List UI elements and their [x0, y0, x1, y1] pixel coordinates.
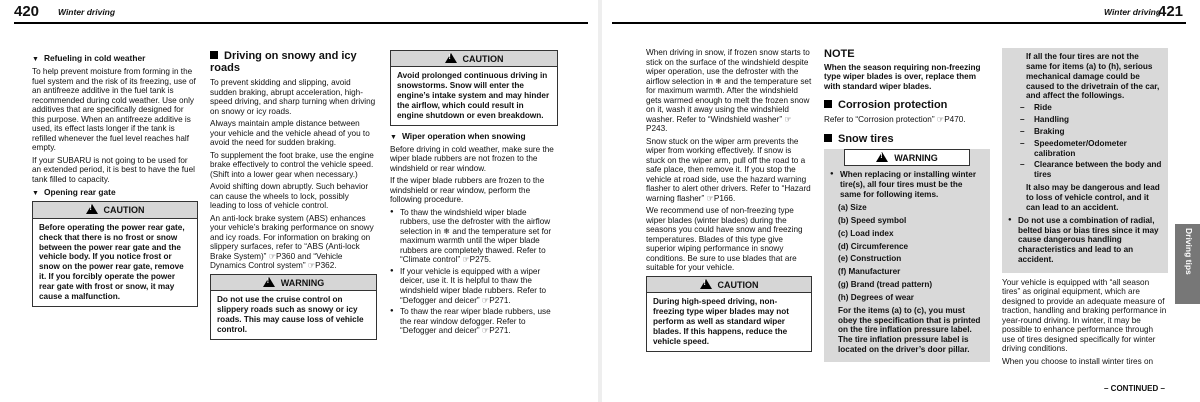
column-2 — [210, 50, 377, 346]
tire-item: (f) Manufacturer — [838, 267, 901, 277]
section-title-corrosion: Corrosion protection — [824, 99, 990, 111]
warning-triangle-icon — [445, 53, 457, 63]
warning-box — [210, 274, 377, 340]
column-5 — [824, 48, 990, 368]
caution-title: !CAUTION — [33, 202, 197, 218]
list-item: ● To thaw the windshield wiper blade rubbers, use the defroster with the airflow selection in ❄ and the temperature set for maximum warmth until the wiper blade rubbers are completely thawed. Refer to “Climate control” ☞P275. — [390, 208, 558, 265]
paragraph: Always maintain ample distance between your vehicle and the vehicle ahead of you to avoid the need for sudden braking. — [210, 119, 370, 148]
warning-triangle-icon — [263, 277, 275, 287]
side-tab-label: Driving tips — [1184, 228, 1194, 275]
page-gutter — [598, 0, 602, 402]
column-6 — [1002, 48, 1168, 370]
paragraph: If the wiper blade rubbers are frozen to the windshield or rear window, perform the following procedure. — [390, 176, 545, 205]
continued-label: – CONTINUED – — [1104, 384, 1165, 393]
warning-body — [824, 166, 990, 362]
dash-item: – Speedometer/Odometer calibration — [1020, 139, 1162, 159]
section-title-snow-tires: Snow tires — [824, 133, 990, 145]
paragraph: Refer to “Corrosion protection” ☞P470. — [824, 115, 966, 125]
warning-title: !WARNING — [211, 275, 376, 291]
warning-text: Do not use the cruise control on slippery roads such as snowy or icy roads. This may cause loss of vehicle control. — [217, 295, 364, 334]
rear-gate-heading: ▼ Opening rear gate — [32, 187, 116, 198]
warning-title: !WARNING — [844, 149, 970, 166]
warning-triangle-icon — [700, 279, 712, 289]
right-header-rule — [612, 22, 1186, 24]
paragraph: Your vehicle is equipped with “all season tires” as original equipment, which are designed to provide an adequate measure of traction, handling and braking performance in year-round driving. In winter, it may be possible to enhance performance through use of tires designed specifically for winter driving conditions. — [1002, 277, 1167, 354]
triangle-icon: ▼ — [390, 133, 397, 141]
note-title: NOTE — [824, 48, 855, 60]
warning-triangle-icon — [86, 204, 98, 214]
square-bullet-icon — [824, 134, 832, 142]
triangle-icon: ▼ — [32, 190, 39, 198]
paragraph: Avoid shifting down abruptly. Such behavior can cause the wheels to lock, possibly leading to loss of vehicle control. — [210, 182, 369, 211]
warning-tail: It also may be dangerous and lead to loss of vehicle control, and it can lead to an accident. — [1026, 183, 1160, 212]
tire-item: (d) Circumference — [838, 241, 909, 251]
tire-item: (h) Degrees of wear — [838, 292, 914, 302]
list-item: ● To thaw the rear wiper blade rubbers, use the rear window defogger. Refer to “Defogger and deicer” ☞P271. — [390, 307, 558, 336]
triangle-icon: ▼ — [32, 56, 39, 63]
paragraph: To supplement the foot brake, use the engine brake effectively to control the vehicle speed. (Shift into a lower gear when necessary.) — [210, 150, 374, 179]
paragraph: We recommend use of non-freezing type wiper blades (winter blades) during the seasons you could have snow and freezing temperatures. Blades of this type give superior wiping performance in snowy conditions. Be sure to use blades that are suitable for your vehicle. — [646, 206, 803, 273]
refuel-paragraph: To help prevent moisture from forming in the fuel system and the risk of its freezing, use of an antifreeze additive in the fuel tank is recommended during cold weather. Use only additives that are specifically designed for this purpose. When an antifreeze additive is used, its effect lasts longer if the tank is refilled whenever the fuel level reaches half empty. — [32, 67, 196, 153]
left-page-header: Winter driving — [58, 7, 116, 17]
list-item: ● When replacing or installing winter tire(s), all four tires must be the same for following items. — [830, 170, 984, 200]
paragraph: When driving in snow, if frozen snow starts to stick on the surface of the windshield despite wiper operation, use the defroster with the airflow selection in ❄ and the temperature set for maximum warmth. After the windshield gets warmed enough to melt the frozen snow on it, wash it away using the windshield washer. Refer to “Windshield washer” ☞P243. — [646, 48, 812, 134]
right-page-header: Winter driving — [1104, 7, 1162, 17]
tire-item: (c) Load index — [838, 228, 894, 238]
list-item: ● If your vehicle is equipped with a wiper deicer, use it. It is helpful to thaw the windshield wiper blade rubbers. Refer to “Defogger and deicer” ☞P271. — [390, 267, 558, 305]
caution-text: Before operating the power rear gate, check that there is no frost or snow between the power rear gate and the vehicle body. If you notice frost or snow on the power rear gate, remove it. If you forcibly operate the power rear gate with frost or snow, it may cause a malfunction. — [39, 222, 185, 301]
list-item: ● Do not use a combination of radial, belted bias or bias tires since it may cause dangerous handling characteristics and lead to an accident. — [1008, 216, 1162, 265]
caution-text: Avoid prolonged continuous driving in snowstorms. Snow will enter the engine’s intake system and may hinder the airflow, which could result in engine shutdown or even breakdown. — [397, 71, 550, 120]
column-4 — [646, 48, 812, 358]
side-tab — [1175, 224, 1200, 304]
paragraph: An anti-lock brake system (ABS) enhances your vehicle’s braking performance on snowy and icy roads. For information on braking on slippery surfaces, refer to “ABS (Anti-lock Brake System)” ☞P360 and “Vehicle Dynamics Control system” ☞P362. — [210, 213, 374, 271]
tire-item: (b) Speed symbol — [838, 215, 907, 225]
note-text: When the season requiring non-freezing type wiper blades is over, replace them with standard wiper blades. — [824, 62, 981, 91]
column-1 — [32, 50, 198, 313]
paragraph: Snow stuck on the wiper arm prevents the wiper from working effectively. If snow is stuck on the wiper arm, pull off the road to a safe place, then remove it. If you stop the vehicle at road side, use the hazard warning flasher to alert other drivers. Refer to “Hazard warning flasher” ☞P166. — [646, 136, 811, 203]
column-3 — [390, 50, 558, 339]
left-page-number: 420 — [14, 3, 40, 20]
warning-triangle-icon — [876, 152, 888, 162]
caution-text: During high-speed driving, non-freezing type wiper blades may not perform as well as standard wiper blades. If this happens, reduce the vehicle speed. — [653, 297, 790, 346]
caution-box — [32, 201, 198, 306]
warning-box — [824, 149, 990, 362]
section-title-snowy-roads: Driving on snowy and icy roads — [210, 50, 357, 75]
caution-box — [646, 276, 812, 352]
left-header-rule — [14, 22, 588, 24]
tire-item-note: For the items (a) to (c), you must obey the specification that is printed on the tire inflation pressure label. The tire inflation pressure label is located on the driver’s door pillar. — [838, 305, 981, 355]
caution-title: !CAUTION — [391, 51, 557, 67]
paragraph: Before driving in cold weather, make sure the wiper blade rubbers are not frozen to the windshield or rear window. — [390, 144, 554, 173]
dash-item: – Clearance between the body and tires — [1020, 160, 1162, 180]
wiper-bullet-list — [390, 208, 558, 336]
paragraph: To prevent skidding and slipping, avoid sudden braking, abrupt acceleration, high-speed driving, and sharp turning when driving on snowy or icy roads. — [210, 78, 376, 116]
tire-item: (e) Construction — [838, 254, 902, 264]
caution-box — [390, 50, 558, 126]
dash-item: – Ride — [1020, 103, 1162, 113]
paragraph: When you choose to install winter tires on — [1002, 357, 1154, 366]
refuel-paragraph-2: If your SUBARU is not going to be used for an extended period, it is best to have the fuel tank filled to capacity. — [32, 155, 195, 184]
dash-item: – Braking — [1020, 127, 1162, 137]
square-bullet-icon — [210, 51, 218, 59]
wiper-heading: ▼ Wiper operation when snowing — [390, 130, 526, 141]
tire-item: (g) Brand (tread pattern) — [838, 280, 933, 290]
dash-item: – Handling — [1020, 115, 1162, 125]
tire-item: (a) Size — [838, 202, 867, 212]
warning-continuation — [1002, 48, 1168, 273]
refuel-heading: ▼ Refueling in cold weather — [32, 53, 146, 63]
square-bullet-icon — [824, 100, 832, 108]
warning-lead: If all the four tires are not the same for items (a) to (h), serious mechanical damage could be caused to the drivetrain of the car, and affect the followings. — [1026, 52, 1160, 101]
caution-title: !CAUTION — [647, 277, 811, 293]
right-page-number: 421 — [1158, 3, 1184, 20]
